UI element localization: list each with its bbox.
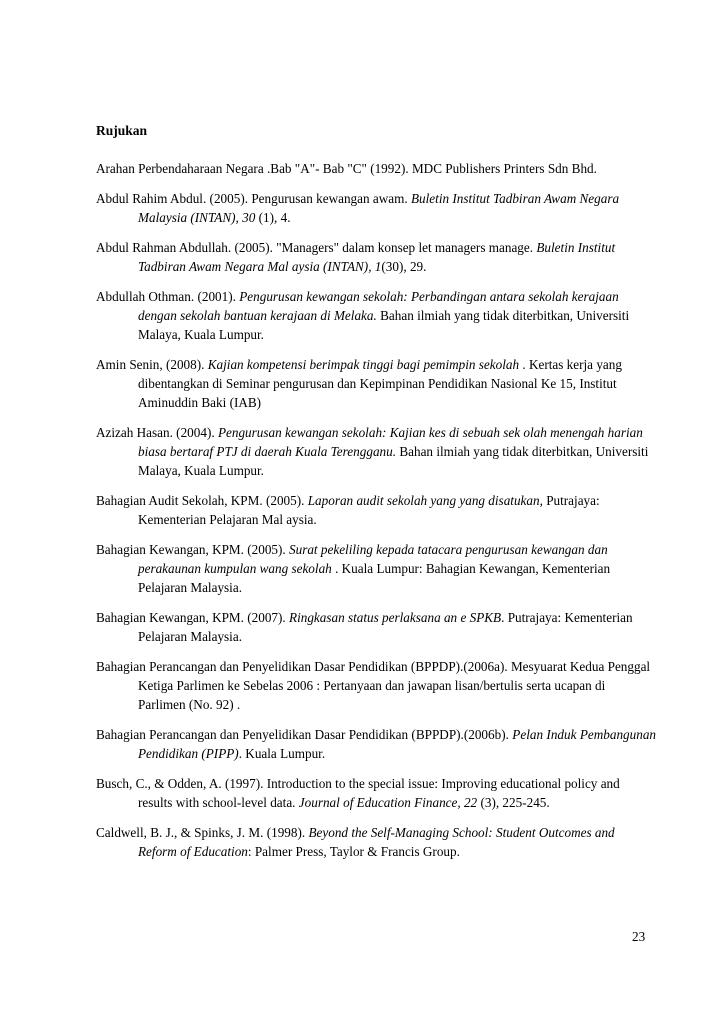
reference-segment: . Kuala Lumpur. — [238, 746, 326, 761]
reference-segment: Azizah Hasan. (2004). — [96, 425, 218, 440]
reference-segment: . Putrajaya: Kementerian Pelajaran Malaysia. — [138, 610, 633, 644]
reference-title-italic: Kajian kompetensi berimpak tinggi bagi pemimpin sekolah — [207, 357, 520, 372]
reference-segment: Bahan ilmiah yang tidak diterbitkan, Universiti Malaya, Kuala Lumpur. — [138, 444, 649, 478]
reference-entry — [96, 608, 656, 646]
reference-entry — [96, 657, 656, 714]
reference-segment: Abdul Rahim Abdul. (2005). Pengurusan kewangan awam. — [96, 191, 411, 206]
reference-segment: Caldwell, B. J., & Spinks, J. M. (1998). — [96, 825, 309, 840]
reference-title-italic: Laporan audit sekolah yang yang disatukan, — [307, 493, 543, 508]
reference-segment: Busch, C., & Odden, A. (1997). Introduction to the special issue: Improving educational policy and results with school-level data. — [96, 776, 620, 810]
reference-segment: Bahan ilmiah yang tidak diterbitkan, Universiti Malaya, Kuala Lumpur. — [138, 308, 630, 342]
reference-title-italic: Pengurusan kewangan sekolah: Perbandingan antara sekolah kerajaan dengan sekolah bantuan kerajaan di Melaka. — [138, 289, 619, 323]
reference-title-italic: Surat pekeliling kepada tatacara pengurusan kewangan dan perakaunan kumpulan wang sekolah — [138, 542, 608, 576]
reference-segment: Bahagian Perancangan dan Penyelidikan Dasar Pendidikan (BPPDP).(2006b). — [96, 727, 513, 742]
reference-title-italic: Buletin Institut Tadbiran Awam Negara Mal aysia (INTAN), 1 — [138, 240, 616, 274]
reference-segment: . Kuala Lumpur: Bahagian Kewangan, Kementerian Pelajaran Malaysia. — [138, 561, 611, 595]
reference-title-italic: Buletin Institut Tadbiran Awam Negara Malaysia (INTAN), 30 — [138, 191, 620, 225]
reference-segment: (1), 4. — [255, 210, 291, 225]
reference-segment: Abdullah Othman. (2001). — [96, 289, 240, 304]
reference-title-italic: Beyond the Self-Managing School: Student Outcomes and Reform of Education — [138, 825, 615, 859]
reference-segment: Bahagian Kewangan, KPM. (2005). — [96, 542, 290, 557]
reference-segment: Bahagian Audit Sekolah, KPM. (2005). — [96, 493, 308, 508]
reference-segment: . Kertas kerja yang dibentangkan di Seminar pengurusan dan Kepimpinan Pendidikan Nasional Ke 15, Institut Aminuddin Baki (IAB) — [138, 357, 622, 410]
reference-entry — [96, 238, 656, 276]
page-number: 23 — [632, 929, 646, 944]
reference-segment: Amin Senin, (2008). — [96, 357, 208, 372]
reference-entry — [96, 774, 656, 812]
reference-entry — [96, 287, 656, 344]
reference-entry — [96, 355, 656, 412]
reference-list — [96, 159, 656, 872]
reference-entry — [96, 540, 656, 597]
reference-segment: Putrajaya: Kementerian Pelajaran Mal aysia. — [138, 493, 600, 527]
reference-segment: (30), 29. — [381, 259, 427, 274]
reference-segment: Abdul Rahman Abdullah. (2005). "Managers" dalam konsep let managers manage. — [96, 240, 537, 255]
reference-segment: (3), 225-245. — [477, 795, 550, 810]
reference-entry — [96, 423, 656, 480]
reference-segment: Bahagian Kewangan, KPM. (2007). — [96, 610, 290, 625]
reference-segment: Arahan Perbendaharaan Negara .Bab "A"- Bab "C" (1992). MDC Publishers Printers Sdn Bhd. — [96, 161, 597, 176]
reference-title-italic: Pengurusan kewangan sekolah: Kajian kes di sebuah sek olah menengah harian biasa bertaraf PTJ di daerah Kuala Terengganu. — [138, 425, 643, 459]
reference-segment: Bahagian Perancangan dan Penyelidikan Dasar Pendidikan (BPPDP).(2006a). Mesyuarat Kedua Penggal Ketiga Parlimen ke Sebelas 2006 : Pertanyaan dan jawapan lisan/bertulis serta ucapan di Parlimen (No. 92) . — [96, 659, 651, 712]
references-heading: Rujukan — [96, 123, 148, 138]
reference-entry — [96, 159, 656, 178]
reference-entry — [96, 823, 656, 861]
reference-title-italic: Journal of Education Finance, 22 — [298, 795, 478, 810]
reference-entry — [96, 491, 656, 529]
reference-title-italic: Pelan Induk Pembangunan Pendidikan (PIPP) — [138, 727, 657, 761]
reference-entry — [96, 189, 656, 227]
reference-entry — [96, 725, 656, 763]
reference-title-italic: Ringkasan status perlaksana an e SPKB — [289, 610, 502, 625]
reference-segment: : Palmer Press, Taylor & Francis Group. — [247, 844, 460, 859]
